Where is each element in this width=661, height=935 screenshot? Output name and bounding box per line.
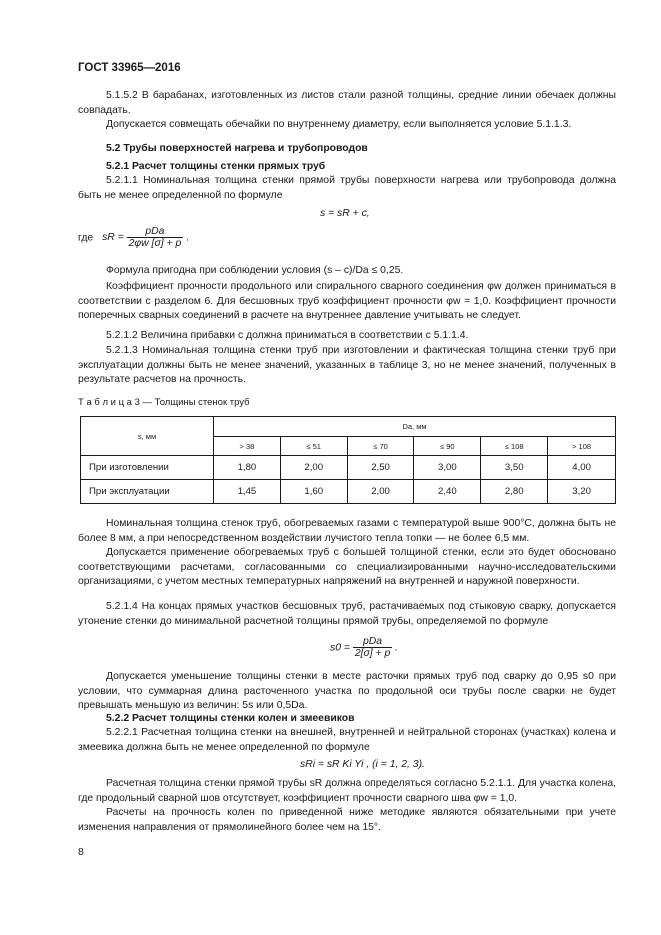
table-column-header: ≤ 108 (481, 437, 548, 456)
formula-sr-fraction (127, 226, 184, 249)
formula-sr-lhs: sR = (102, 232, 124, 244)
paragraph-bend-calculation: Расчеты на прочность колен по приведенной ниже методике являются обязательными при учете изменения направления от прямолинейного более чем на 15°. (78, 807, 616, 833)
table-cell: 2,40 (414, 480, 481, 504)
table-cell: 3,00 (414, 456, 481, 480)
paragraph-thicker-walls: Допускается применение обогреваемых труб с большей толщиной стенки, если это будет обосновано соответствующими расчетами, согласованными со специализированными научно-исследовательскими организациями, с учетом местных температурных напряжений на внутренней и наружной поверхности. (78, 547, 616, 587)
formula-s0-numerator: pDa (353, 636, 392, 648)
table-row-header: s, мм (81, 417, 214, 456)
paragraph-formula-condition: Формула пригодна при соблюдении условия (s – c)/Da ≤ 0,25. (106, 265, 404, 276)
formula-sr-denominator: 2φw [σ] + p (128, 238, 182, 249)
table-row (81, 456, 616, 480)
table-column-header: > 108 (548, 437, 616, 456)
paragraph-5-2-1-2: 5.2.1.2 Величина прибавки c должна приниматься в соответствии с 5.1.1.4. (106, 330, 469, 341)
formula-sr-numerator: pDa (127, 226, 184, 238)
formula-s0-fraction (353, 636, 392, 659)
paragraph-shell-alignment: Допускается совмещать обечайки по внутреннему диаметру, если выполняется условие 5.1.1.3. (106, 119, 572, 130)
paragraph-5-2-1-3: 5.2.1.3 Номинальная толщина стенки труб при изготовлении и фактическая толщина стенки труб при эксплуатации должны быть не менее значений, указанных в таблице 3, но не менее значений, полученных в результате расчетов на прочность. (78, 345, 616, 385)
table-cell: 2,00 (280, 456, 347, 480)
formula-s0-block (330, 636, 398, 659)
paragraph-5-2-1-4: 5.2.1.4 На концах прямых участков бесшовных труб, растачиваемых под стыковую сварку, допускается утонение стенки до минимальной расчетной толщины прямой трубы, определяемой по формуле (78, 601, 616, 627)
section-heading-5-2: 5.2 Трубы поверхностей нагрева и трубопроводов (106, 143, 368, 154)
table-cell: 2,00 (347, 480, 414, 504)
formula-sr-tail: . (186, 232, 189, 244)
formula-sri: sRi = sR Ki Yi , (i = 1, 2, 3). (300, 759, 425, 770)
document-header: ГОСТ 33965—2016 (78, 62, 181, 74)
section-heading-5-2-1: 5.2.1 Расчет толщины стенки прямых труб (106, 161, 326, 172)
formula-s0-tail: . (395, 642, 399, 654)
table-column-header: ≤ 90 (414, 437, 481, 456)
paragraph-bend-weld: Расчетная толщина стенки прямой трубы sR должна определяться согласно 5.2.1.1. Для участка колена, где продольный сварной шов отсутствует, коэффициент прочности сварного шва φw = 1,0. (78, 778, 616, 804)
table-cell: 1,60 (280, 480, 347, 504)
formula-s0-denominator: 2[σ] + p (354, 648, 391, 659)
formula-s: s = sR + c, (320, 208, 370, 219)
table-row-label: При изготовлении (81, 456, 214, 480)
formula-sr-block (78, 226, 189, 249)
table-cell: 1,80 (214, 456, 281, 480)
table-group-header: Da, мм (214, 417, 616, 437)
table-row-label: При эксплуатации (81, 480, 214, 504)
paragraph-5-2-2-1: 5.2.2.1 Расчетная толщина стенки на внешней, внутренней и нейтральной сторонах (участках) колена и змеевика должна быть не менее определенной по формуле (78, 727, 616, 753)
paragraph-5-1-5-2: 5.1.5.2 В барабанах, изготовленных из листов стали разной толщины, средние линии обечаек должны совпадать. (78, 90, 616, 116)
table-cell: 2,80 (481, 480, 548, 504)
paragraph-weld-coefficient: Коэффициент прочности продольного или спирального сварного соединения φw должен приниматься в соответствии с разделом 6. Для бесшовных труб коэффициент прочности φw = 1,0. Коэффициент прочности поперечных сварных соединений в расчете на внутреннее давление учитывать не следует. (78, 281, 616, 321)
paragraph-5-2-1-1: 5.2.1.1 Номинальная толщина стенки прямой трубы поверхности нагрева или трубопровода должна быть не менее определенной по формуле (78, 175, 616, 201)
table-cell: 3,50 (481, 456, 548, 480)
table-column-header: > 38 (214, 437, 281, 456)
table-cell: 1,45 (214, 480, 281, 504)
wall-thickness-table (80, 416, 616, 504)
where-label: где (78, 232, 94, 244)
paragraph-boring-reduction: Допускается уменьшение толщины стенки в месте расточки прямых труб под сварку до 0,95 s0 при условии, что суммарная длина расточенного участка по продольной оси трубы после сварки не будет превышать меньшую из величин: 5s или 0,5Da. (78, 671, 616, 711)
table-column-header: ≤ 70 (347, 437, 414, 456)
formula-s0-lhs: s0 = (330, 642, 350, 654)
section-heading-5-2-2: 5.2.2 Расчет толщины стенки колен и змеевиков (106, 713, 355, 724)
table-cell: 2,50 (347, 456, 414, 480)
table-caption: Т а б л и ц а 3 — Толщины стенок труб (78, 397, 250, 408)
paragraph-wall-limit: Номинальная толщина стенок труб, обогреваемых газами с температурой выше 900°С, должна быть не более 8 мм, а при непосредственном воздействии лучистого тепла топки — не более 6,5 мм. (78, 518, 616, 544)
page-number: 8 (78, 846, 84, 858)
table-cell: 4,00 (548, 456, 616, 480)
table-row (81, 480, 616, 504)
table-column-header: ≤ 51 (280, 437, 347, 456)
table-cell: 3,20 (548, 480, 616, 504)
